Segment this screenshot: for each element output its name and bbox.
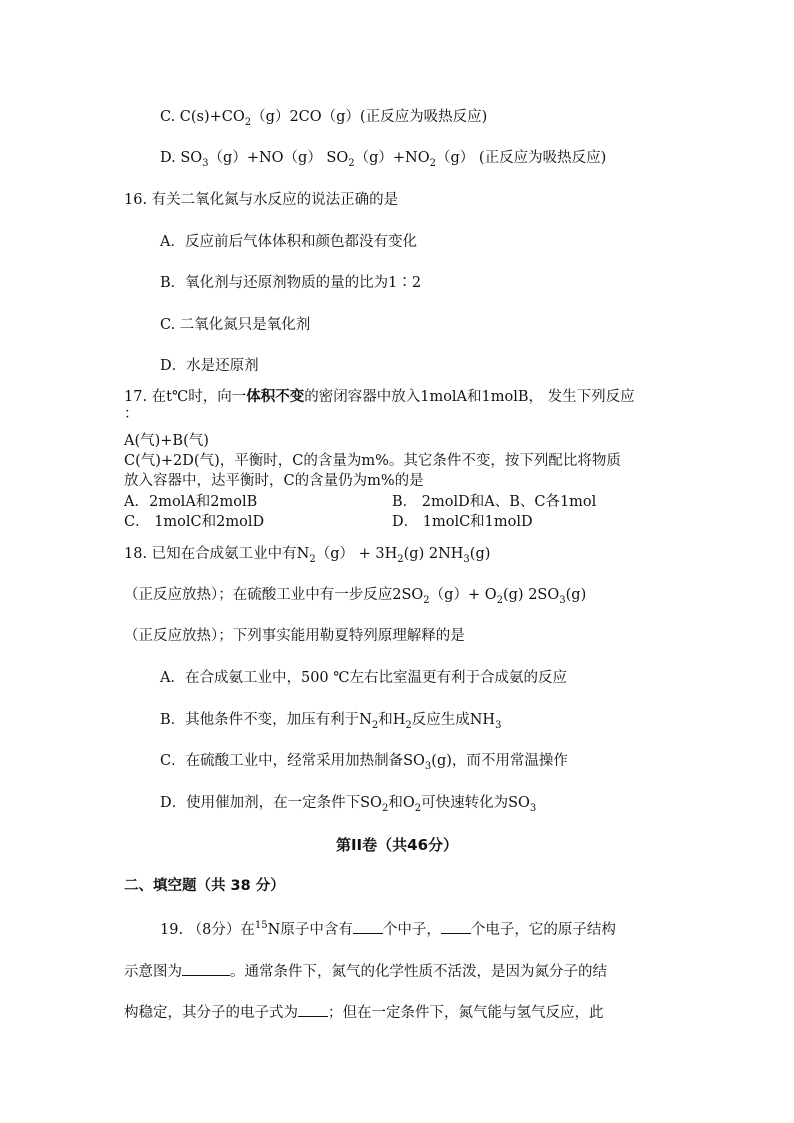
q17-question: 放入容器中，达平衡时，C的含量仍为m%的是 xyxy=(124,473,424,489)
q18-line1: 18. 已知在合成氨工业中有$N_2(g) + 3H_2(g)$ $2NH_3(g)$ xyxy=(124,546,491,565)
q15-option-d: D. $SO_3(g)+NO(g)$ $SO_2(g)+NO_2(g)$ (正反应为吸热反应) xyxy=(160,150,607,169)
blank-neutrons[interactable] xyxy=(353,919,383,934)
q17-option-d: D． 1molC和1molD xyxy=(392,514,533,530)
part2-heading: 二、填空题（共 38 分） xyxy=(124,878,285,894)
q16-option-a: A．反应前后气体体积和颜色都没有变化 xyxy=(160,234,417,250)
q17-equation-right: C(气)+2D(气)，平衡时，C的含量为m%。其它条件不变，按下列配比将物质 xyxy=(124,453,621,469)
section-title: 第II卷（共46分） xyxy=(335,836,459,854)
blank-electron-formula[interactable] xyxy=(298,1002,328,1017)
q18-option-d: D．使用催加剂，在一定条件下$SO_2$和$O_2$可快速转化为$SO_3$ xyxy=(160,795,537,814)
q19-line2: 示意图为 。通常条件下，氮气的化学性质不活泼，是因为氮分子的结 xyxy=(124,961,607,981)
q18-option-a: A．在合成氨工业中，500 ℃左右比室温更有利于合成氨的反应 xyxy=(160,670,567,686)
blank-structure-diagram[interactable] xyxy=(182,961,230,976)
q17-stem: 17. 在t℃时，向一体积不变的密闭容器中放入1molA和1molB， 发生下列反应 xyxy=(124,388,635,405)
q16-option-d: D．水是还原剂 xyxy=(160,358,259,374)
q16-option-c: C. 二氧化氮只是氧化剂 xyxy=(160,317,311,333)
q19-line1: 19. （8分）在$^{15}$N原子中含有 个中子， 个电子，它的原子结构 xyxy=(160,920,616,938)
q17-option-c: C． 1molC和2molD xyxy=(124,514,265,530)
q16-option-b: B．氧化剂与还原剂物质的量的比为1∶2 xyxy=(160,275,422,291)
q18-option-c: C．在硫酸工业中，经常采用加热制备$SO_3(g)$，而不用常温操作 xyxy=(160,753,568,772)
q18-line2: （正反应放热）；在硫酸工业中有一步反应$2SO_2(g)+ O_2(g)$ $2SO_3(g)$ xyxy=(124,587,587,606)
blank-electrons[interactable] xyxy=(441,919,471,934)
q17-option-b: B． 2molD和A、B、C各1mol xyxy=(392,494,597,510)
q15-option-c: C. $C(s)+CO_2(g)2CO(g)$(正反应为吸热反应) xyxy=(160,109,488,128)
q17-equation-left: A(气)+B(气) xyxy=(124,433,209,449)
q18-option-b: B．其他条件不变，加压有利于$N_2$和$H_2$反应生成$NH_3$ xyxy=(160,712,502,731)
q17-option-a: A．2molA和2molB xyxy=(124,494,258,510)
q16-stem: 16. 有关二氧化氮与水反应的说法正确的是 xyxy=(124,192,399,208)
q17-colon: ： xyxy=(124,406,139,422)
q18-line3: （正反应放热）；下列事实能用勒夏特列原理解释的是 xyxy=(124,628,465,644)
q19-line3: 构稳定，其分子的电子式为 ；但在一定条件下，氮气能与氢气反应，此 xyxy=(124,1002,604,1022)
